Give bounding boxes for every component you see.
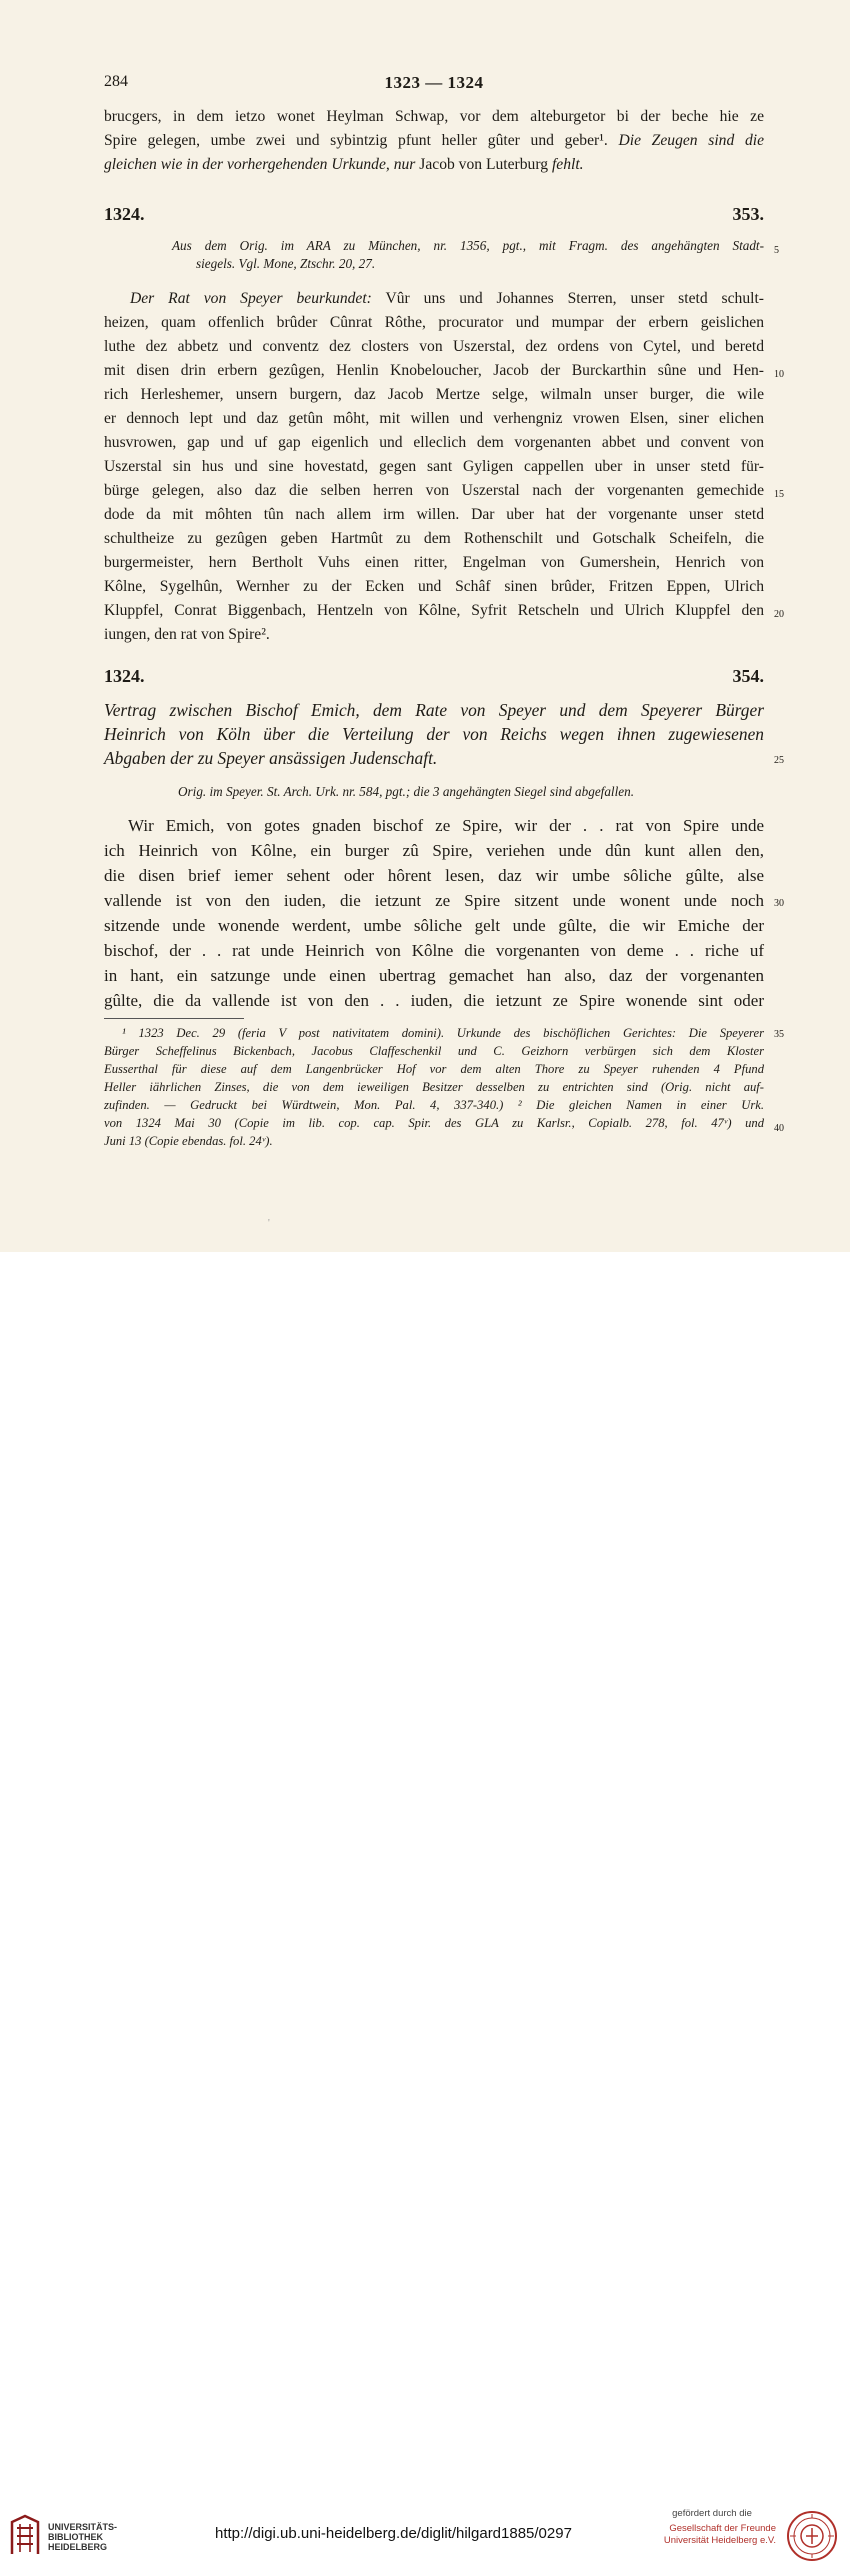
footnote-line: ¹ 1323 Dec. 29 (feria V post nativitatem domini). Urkunde des bischöflichen Gerichtes: Die Speyerer bbox=[122, 1026, 764, 1040]
text-line: husvrowen, gap und uf gap eigenlich und elleclich dem vorgenanten abbet und convent von bbox=[104, 434, 764, 451]
line-number: 5 bbox=[774, 245, 779, 256]
text-line: bischof, der . . rat unde Heinrich von Kôlne die vorgenanten von deme . . riche uf bbox=[104, 941, 764, 960]
document-url-link[interactable]: http://digi.ub.uni-heidelberg.de/diglit/hilgard1885/0297 bbox=[215, 2525, 572, 2542]
source-note: Orig. im Speyer. St. Arch. Urk. nr. 584, pgt.; die 3 angehängten Siegel sind abgefallen. bbox=[178, 784, 635, 799]
text-line: gûlte, die da vallende ist von den . . iuden, die ietzunt ze Spire wonende sint oder bbox=[104, 991, 764, 1010]
line-number: 20 bbox=[774, 609, 784, 620]
text-line: Spire gelegen, umbe zwei und sybintzig pfunt heller gûter und geber¹. Die Zeugen sind die bbox=[104, 132, 764, 149]
footnote-line: Bürger Scheffelinus Bickenbach, Jacobus Claffeschenkil und C. Geizhorn verbürgen sich dem Kloster bbox=[104, 1044, 764, 1058]
line-number: 15 bbox=[774, 489, 784, 500]
text-line: dode da mit môhten tûn nach allem irm willen. Dar uber hat der vorgenante unser stetd bbox=[104, 506, 764, 523]
text-line: sitzende unde wonende werdent, umbe sôliche gelt unde gûlte, die wir Emiche der bbox=[104, 916, 764, 935]
text-line: gleichen wie in der vorhergehenden Urkunde, nur Jacob von Luterburg fehlt. bbox=[104, 156, 584, 173]
university-library-logo-icon bbox=[8, 2514, 42, 2558]
line-number: 10 bbox=[774, 369, 784, 380]
library-name: UNIVERSITÄTS- BIBLIOTHEK HEIDELBERG bbox=[48, 2522, 118, 2552]
text-line: Kôlne, Sygelhûn, Wernher zu der Ecken und Schâf sinen brûder, Fritzen Eppen, Ulrich bbox=[104, 578, 764, 595]
footnote-line: Heller iährlichen Zinses, die von dem ieweiligen Besitzer desselben zu entrichten sind (Orig. nicht auf- bbox=[104, 1080, 764, 1094]
footnote-divider bbox=[104, 1018, 244, 1019]
text-line: rich Herleshemer, unsern burgern, daz Jacob Mertze selge, wilmaln unser burger, die wile bbox=[104, 386, 764, 403]
text-line: iungen, den rat von Spire². bbox=[104, 626, 270, 643]
text-line: er dennoch lept und daz getûn môht, mit willen und verhengniz vrowen Elsen, siner elichen bbox=[104, 410, 764, 427]
entry-number: 353. bbox=[732, 204, 764, 224]
text-line: Kluppfel, Conrat Biggenbach, Hentzeln von Kôlne, Syfrit Retscheln und Ulrich Kluppfel den bbox=[104, 602, 764, 619]
page-title: 1323 — 1324 bbox=[384, 73, 484, 92]
text-line: ich Heinrich von Kôlne, ein burger zû Spire, veriehen unde dûn kunt allen den, bbox=[104, 841, 764, 860]
entry-354-heading bbox=[104, 666, 764, 687]
entry-summary: Vertrag zwischen Bischof Emich, dem Rate von Speyer und dem Speyerer Bürger bbox=[104, 700, 764, 720]
text-line: brucgers, in dem ietzo wonet Heylman Schwap, vor dem alteburgetor bi der beche hie ze bbox=[104, 108, 764, 125]
entry-353-heading bbox=[104, 204, 764, 225]
entry-summary: Der Rat von Speyer beurkundet: bbox=[130, 290, 372, 307]
text-line: in hant, ein satzunge unde einen ubertrag gemachet han also, daz der vorgenanten bbox=[104, 966, 764, 985]
text-line: heizen, quam offenlich brûder Cûnrat Rôthe, procurator und mumpar der erbern geislichen bbox=[104, 314, 764, 331]
text-line: burgermeister, hern Bertholt Vuhs einen ritter, Engelman von Gumershein, Henrich von bbox=[104, 554, 764, 571]
source-note: siegels. Vgl. Mone, Ztschr. 20, 27. bbox=[196, 256, 376, 271]
footnote-line: von 1324 Mai 30 (Copie im lib. cop. cap. Spir. des GLA zu Karlsr., Copialb. 278, fol. 47ᵛ) und bbox=[104, 1116, 764, 1130]
text-line: luthe dez abbetz und conventz dez closters von Uszerstal, dez ordens von Cytel, und beretd bbox=[104, 338, 764, 355]
entry-summary: Abgaben der zu Speyer ansässigen Judenschaft. bbox=[104, 748, 438, 768]
line-number: 25 bbox=[774, 755, 784, 766]
line-number: 35 bbox=[774, 1029, 784, 1040]
university-seal-icon bbox=[786, 2510, 838, 2562]
page-mark: ' bbox=[268, 1218, 270, 1229]
entry-year: 1324. bbox=[104, 666, 145, 686]
line-number: 40 bbox=[774, 1123, 784, 1134]
scanned-page bbox=[0, 0, 850, 1252]
sponsor-credit: gefördert durch die Gesellschaft der Freunde Universität Heidelberg e.V. bbox=[663, 2508, 776, 2546]
entry-summary: Heinrich von Köln über die Verteilung der von Reichs wegen ihnen zugewiesenen bbox=[104, 724, 764, 744]
entry-year: 1324. bbox=[104, 204, 145, 224]
text-line: schultheize zu gezûgen geben Hartmût zu dem Rothenschilt und Gotschalk Scheifeln, die bbox=[104, 530, 764, 547]
library-footer bbox=[0, 1252, 850, 2552]
footnote-line: Eusserthal für diese auf dem Langenbrücker Hof vor dem alten Thore zu Speyer ruhenden 4 Pfund bbox=[104, 1062, 764, 1076]
text-line: Uszerstal sin hus und sine hovestatd, gegen sant Gyligen cappellen uber in unser stetd für- bbox=[104, 458, 764, 475]
text-line: die disen brief iemer sehent oder hôrent lesen, daz wir umbe sôliche gûlte, alse bbox=[104, 866, 764, 885]
text-line: vallende ist von den iuden, die ietzunt ze Spire sitzent unde wonent unde noch bbox=[104, 891, 764, 910]
line-number: 30 bbox=[774, 898, 784, 909]
text-line: Der Rat von Speyer beurkundet: Vûr uns und Johannes Sterren, unser stetd schult- bbox=[130, 290, 764, 307]
footnote-line: Juni 13 (Copie ebendas. fol. 24ᵛ). bbox=[104, 1134, 273, 1148]
page-number: 284 bbox=[104, 73, 128, 90]
entry-number: 354. bbox=[732, 666, 764, 686]
text-line: Wir Emich, von gotes gnaden bischof ze Spire, wir der . . rat von Spire unde bbox=[128, 816, 764, 835]
text-line: bürge gelegen, also daz die selben herren von Uszerstal nach der vorgenanten gemechide bbox=[104, 482, 764, 499]
footnote-line: zufinden. — Gedruckt bei Würdtwein, Mon. Pal. 4, 337-340.) ² Die gleichen Namen in einer Urk. bbox=[104, 1098, 764, 1112]
text-line: mit disen drin erbern gezûgen, Henlin Knobeloucher, Jacob der Burckarthin sûne und Hen- bbox=[104, 362, 764, 379]
source-note: Aus dem Orig. im ARA zu München, nr. 1356, pgt., mit Fragm. des angehängten Stadt- bbox=[172, 238, 764, 253]
